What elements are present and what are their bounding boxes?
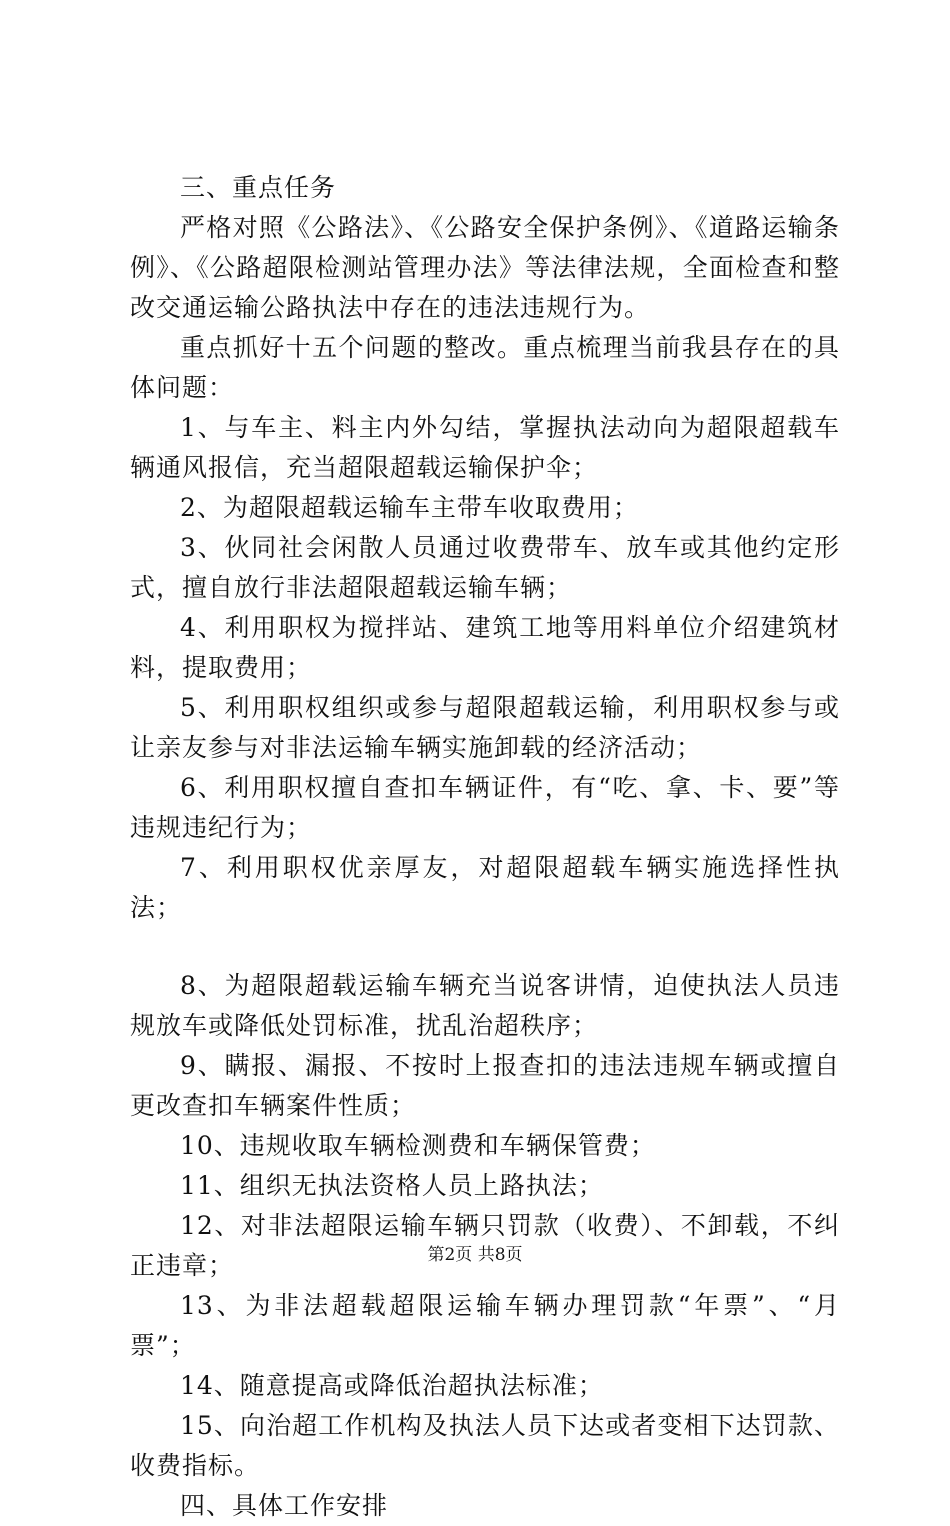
list-item: 8、为超限超载运输车辆充当说客讲情，迫使执法人员违规放车或降低处罚标准，扰乱治超秩序； xyxy=(130,971,840,1040)
list-item: 5、利用职权组织或参与超限超载运输，利用职权参与或让亲友参与对非法运输车辆实施卸载的经济活动； xyxy=(130,693,840,762)
list-item: 11、组织无执法资格人员上路执法； xyxy=(180,1171,604,1200)
body-paragraph: 重点抓好十五个问题的整改。重点梳理当前我县存在的具体问题： xyxy=(130,333,840,402)
list-item: 14、随意提高或降低治超执法标准； xyxy=(180,1371,604,1400)
list-item: 2、为超限超载运输车主带车收取费用； xyxy=(180,493,639,522)
list-item: 7、利用职权优亲厚友，对超限超载车辆实施选择性执法； xyxy=(130,853,840,922)
list-item: 6、利用职权擅自查扣车辆证件，有“吃、拿、卡、要”等违规违纪行为； xyxy=(130,773,840,842)
section-heading: 三、重点任务 xyxy=(180,173,337,202)
document-body xyxy=(130,168,840,1526)
list-item: 15、向治超工作机构及执法人员下达或者变相下达罚款、收费指标。 xyxy=(130,1411,840,1480)
list-item: 1、与车主、料主内外勾结，掌握执法动向为超限超载车辆通风报信，充当超限超载运输保护伞； xyxy=(130,413,840,482)
page-footer: 第2页 共8页 xyxy=(427,1245,523,1265)
list-item: 10、违规收取车辆检测费和车辆保管费； xyxy=(180,1131,656,1160)
body-paragraph: 严格对照《公路法》、《公路安全保护条例》、《道路运输条例》、《公路超限检测站管理办法》等法律法规，全面检查和整改交通运输公路执法中存在的违法违规行为。 xyxy=(130,213,840,322)
list-item: 3、伙同社会闲散人员通过收费带车、放车或其他约定形式，擅自放行非法超限超载运输车辆； xyxy=(130,533,840,602)
section-heading: 四、具体工作安排 xyxy=(180,1491,389,1520)
list-item: 4、利用职权为搅拌站、建筑工地等用料单位介绍建筑材料，提取费用； xyxy=(130,613,840,682)
list-item: 12、对非法超限运输车辆只罚款（收费）、不卸载，不纠正违章； xyxy=(130,1211,840,1280)
list-item: 13、为非法超载超限运输车辆办理罚款“年票”、“月票”； xyxy=(130,1291,840,1360)
list-item: 9、瞒报、漏报、不按时上报查扣的违法违规车辆或擅自更改查扣车辆案件性质； xyxy=(130,1051,840,1120)
